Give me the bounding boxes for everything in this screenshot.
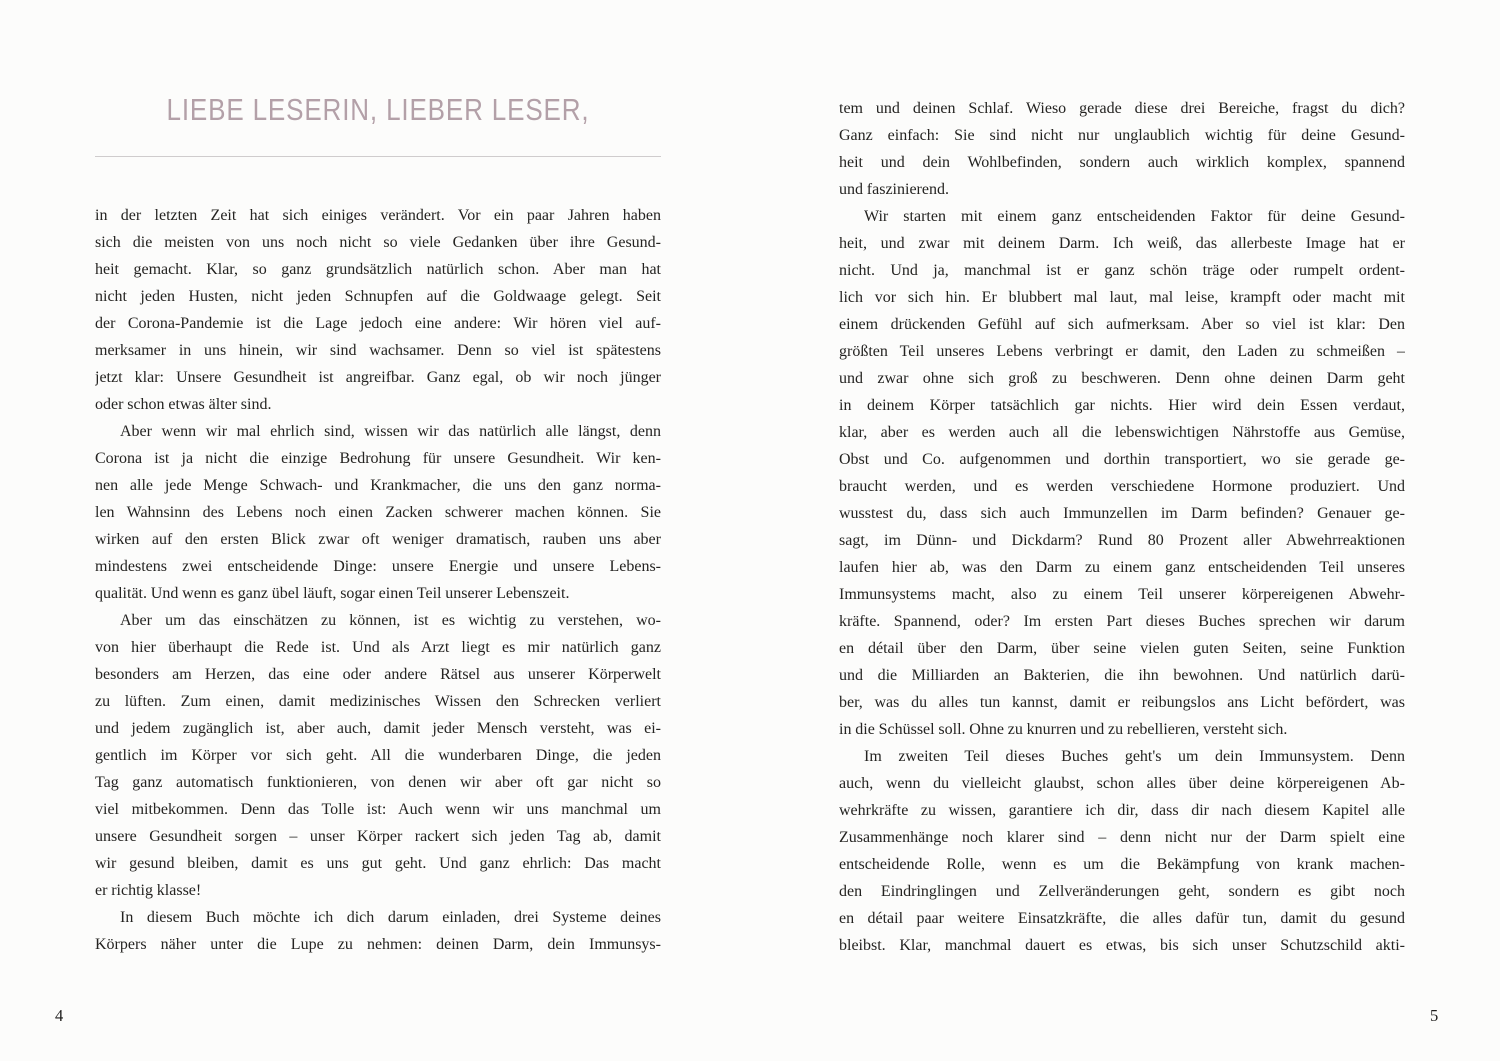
heading-divider xyxy=(95,156,661,157)
text-line: und die Milliarden an Bakterien, die ihn bewohnen. Und natürlich darü- xyxy=(839,667,1405,684)
text-line: und jedem zugänglich ist, aber auch, damit jeder Mensch versteht, was ei- xyxy=(95,720,661,737)
text-line: oder schon etwas älter sind. xyxy=(95,396,272,413)
text-line: zu lüften. Zum einen, damit medizinisches Wissen den Schrecken verliert xyxy=(95,693,661,710)
chapter-heading: LIEBE LESERIN, LIEBER LESER, xyxy=(166,92,590,127)
text-line: viel mitbekommen. Denn das Tolle ist: Auch wenn wir uns manchmal um xyxy=(95,801,661,818)
text-line: entscheidende Rolle, wenn es um die Bekämpfung von krank machen- xyxy=(839,856,1405,873)
text-line: lich vor sich hin. Er blubbert mal laut, mal leise, krampft oder macht mit xyxy=(839,289,1405,306)
text-line: besonders am Herzen, das eine oder andere Rätsel aus unserer Körperwelt xyxy=(95,666,661,683)
text-line: laufen hier ab, was den Darm zu einem ganz entscheidenden Teil unseres xyxy=(839,559,1405,576)
text-line: jetzt klar: Unsere Gesundheit ist angreifbar. Ganz egal, ob wir noch jünger xyxy=(95,369,661,386)
text-line: Zusammenhänge noch klarer sind – denn nicht nur der Darm spielt eine xyxy=(839,829,1405,846)
text-line: in die Schüssel soll. Ohne zu knurren und zu rebellieren, versteht sich. xyxy=(839,721,1288,738)
left-page-body-text xyxy=(95,202,661,958)
text-line: unsere Gesundheit sorgen – unser Körper rackert sich jeden Tag ab, damit xyxy=(95,828,661,845)
text-line: In diesem Buch möchte ich dich darum einladen, drei Systeme deines xyxy=(120,909,661,926)
text-line: wusstest du, dass sich auch Immunzellen im Darm befinden? Genauer ge- xyxy=(839,505,1405,522)
paragraph xyxy=(95,607,661,904)
paragraph xyxy=(95,904,661,958)
text-line: braucht werden, und es werden verschiedene Hormone produziert. Und xyxy=(839,478,1405,495)
text-line: von hier überhaupt die Rede ist. Und als Arzt liegt es mir natürlich ganz xyxy=(95,639,661,656)
text-line: und faszinierend. xyxy=(839,181,949,198)
text-line: Im zweiten Teil dieses Buches geht's um dein Immunsystem. Denn xyxy=(864,748,1405,765)
text-line: Ganz einfach: Sie sind nicht nur unglaublich wichtig für deine Gesund- xyxy=(839,127,1405,144)
paragraph xyxy=(839,203,1405,743)
text-line: wehrkräfte zu wissen, garantiere ich dir, dass dir nach diesem Kapitel alle xyxy=(839,802,1405,819)
text-line: Aber wenn wir mal ehrlich sind, wissen wir das natürlich alle längst, denn xyxy=(120,423,661,440)
text-line: der Corona-Pandemie ist die Lage jedoch eine andere: Wir hören viel auf- xyxy=(95,315,661,332)
text-line: Wir starten mit einem ganz entscheidenden Faktor für deine Gesund- xyxy=(864,208,1405,225)
text-line: den Eindringlingen und Zellveränderungen geht, sondern es gibt noch xyxy=(839,883,1405,900)
text-line: heit gemacht. Klar, so ganz grundsätzlich natürlich schon. Aber man hat xyxy=(95,261,661,278)
text-line: Tag ganz automatisch funktionieren, von denen wir aber oft gar nicht so xyxy=(95,774,661,791)
text-line: gentlich im Körper vor sich geht. All die wunderbaren Dinge, die jeden xyxy=(95,747,661,764)
text-line: Aber um das einschätzen zu können, ist es wichtig zu verstehen, wo- xyxy=(120,612,661,629)
text-line: mindestens zwei entscheidende Dinge: unsere Energie und unsere Lebens- xyxy=(95,558,661,575)
paragraph xyxy=(839,95,1405,203)
text-line: in deinem Körper tatsächlich gar nichts. Hier wird dein Essen verdaut, xyxy=(839,397,1405,414)
text-line: len Wahnsinn des Lebens noch einen Zacken schwerer machen können. Sie xyxy=(95,504,661,521)
page-number-right: 5 xyxy=(1430,1006,1439,1025)
text-line: nen alle jede Menge Schwach- und Krankmacher, die uns den ganz norma- xyxy=(95,477,661,494)
text-line: wirken auf den ersten Blick zwar oft weniger dramatisch, rauben uns aber xyxy=(95,531,661,548)
text-line: wir gesund bleiben, damit es uns gut geht. Und ganz ehrlich: Das macht xyxy=(95,855,661,872)
text-line: bleibst. Klar, manchmal dauert es etwas, bis sich unser Schutzschild akti- xyxy=(839,937,1405,954)
text-line: sagt, im Dünn- und Dickdarm? Rund 80 Prozent aller Abwehrreaktionen xyxy=(839,532,1405,549)
text-line: qualität. Und wenn es ganz übel läuft, sogar einen Teil unserer Lebenszeit. xyxy=(95,585,570,602)
text-line: einem drückenden Gefühl auf sich aufmerksam. Aber so viel ist klar: Den xyxy=(839,316,1405,333)
text-line: kräfte. Spannend, oder? Im ersten Part dieses Buches sprechen wir darum xyxy=(839,613,1405,630)
text-line: tem und deinen Schlaf. Wieso gerade diese drei Bereiche, fragst du dich? xyxy=(839,100,1405,117)
text-line: sich die meisten von uns noch nicht so viele Gedanken über ihre Gesund- xyxy=(95,234,661,251)
paragraph xyxy=(95,202,661,418)
page-number-left: 4 xyxy=(55,1006,64,1025)
text-line: heit, und zwar mit deinem Darm. Ich weiß, das allerbeste Image hat er xyxy=(839,235,1405,252)
text-line: Obst und Co. aufgenommen und dorthin transportiert, wo sie gerade ge- xyxy=(839,451,1405,468)
text-line: merksamer in uns hinein, wir sind wachsamer. Denn so viel ist spätestens xyxy=(95,342,661,359)
text-line: Körpers näher unter die Lupe zu nehmen: deinen Darm, dein Immunsys- xyxy=(95,936,661,953)
left-page xyxy=(95,92,661,953)
text-line: heit und dein Wohlbefinden, sondern auch wirklich komplex, spannend xyxy=(839,154,1405,171)
text-line: en détail paar weitere Einsatzkräfte, die alles dafür tun, damit du gesund xyxy=(839,910,1405,927)
text-line: klar, aber es werden auch all die lebenswichtigen Nährstoffe aus Gemüse, xyxy=(839,424,1405,441)
text-line: nicht jeden Husten, nicht jeden Schnupfen auf die Goldwaage gelegt. Seit xyxy=(95,288,661,305)
right-page-body-text xyxy=(839,95,1405,959)
text-line: Immunsystems macht, also zu einem Teil unserer körpereigenen Abwehr- xyxy=(839,586,1405,603)
text-line: ber, was du alles tun kannst, damit er reibungslos ans Licht befördert, was xyxy=(839,694,1405,711)
text-line: nicht. Und ja, manchmal ist er ganz schön träge oder rumpelt ordent- xyxy=(839,262,1405,279)
text-line: en détail über den Darm, über seine vielen guten Seiten, seine Funktion xyxy=(839,640,1405,657)
text-line: und zwar ohne sich groß zu beschweren. Denn ohne deinen Darm geht xyxy=(839,370,1405,387)
text-line: er richtig klasse! xyxy=(95,882,202,899)
paragraph xyxy=(95,418,661,607)
text-line: Corona ist ja nicht die einzige Bedrohung für unsere Gesundheit. Wir ken- xyxy=(95,450,661,467)
text-line: in der letzten Zeit hat sich einiges verändert. Vor ein paar Jahren haben xyxy=(95,207,661,224)
text-line: auch, wenn du vielleicht glaubst, schon alles über deine körpereigenen Ab- xyxy=(839,775,1405,792)
text-line: größten Teil unseres Lebens verbringt er damit, den Laden zu schmeißen – xyxy=(839,343,1405,360)
paragraph xyxy=(839,743,1405,959)
